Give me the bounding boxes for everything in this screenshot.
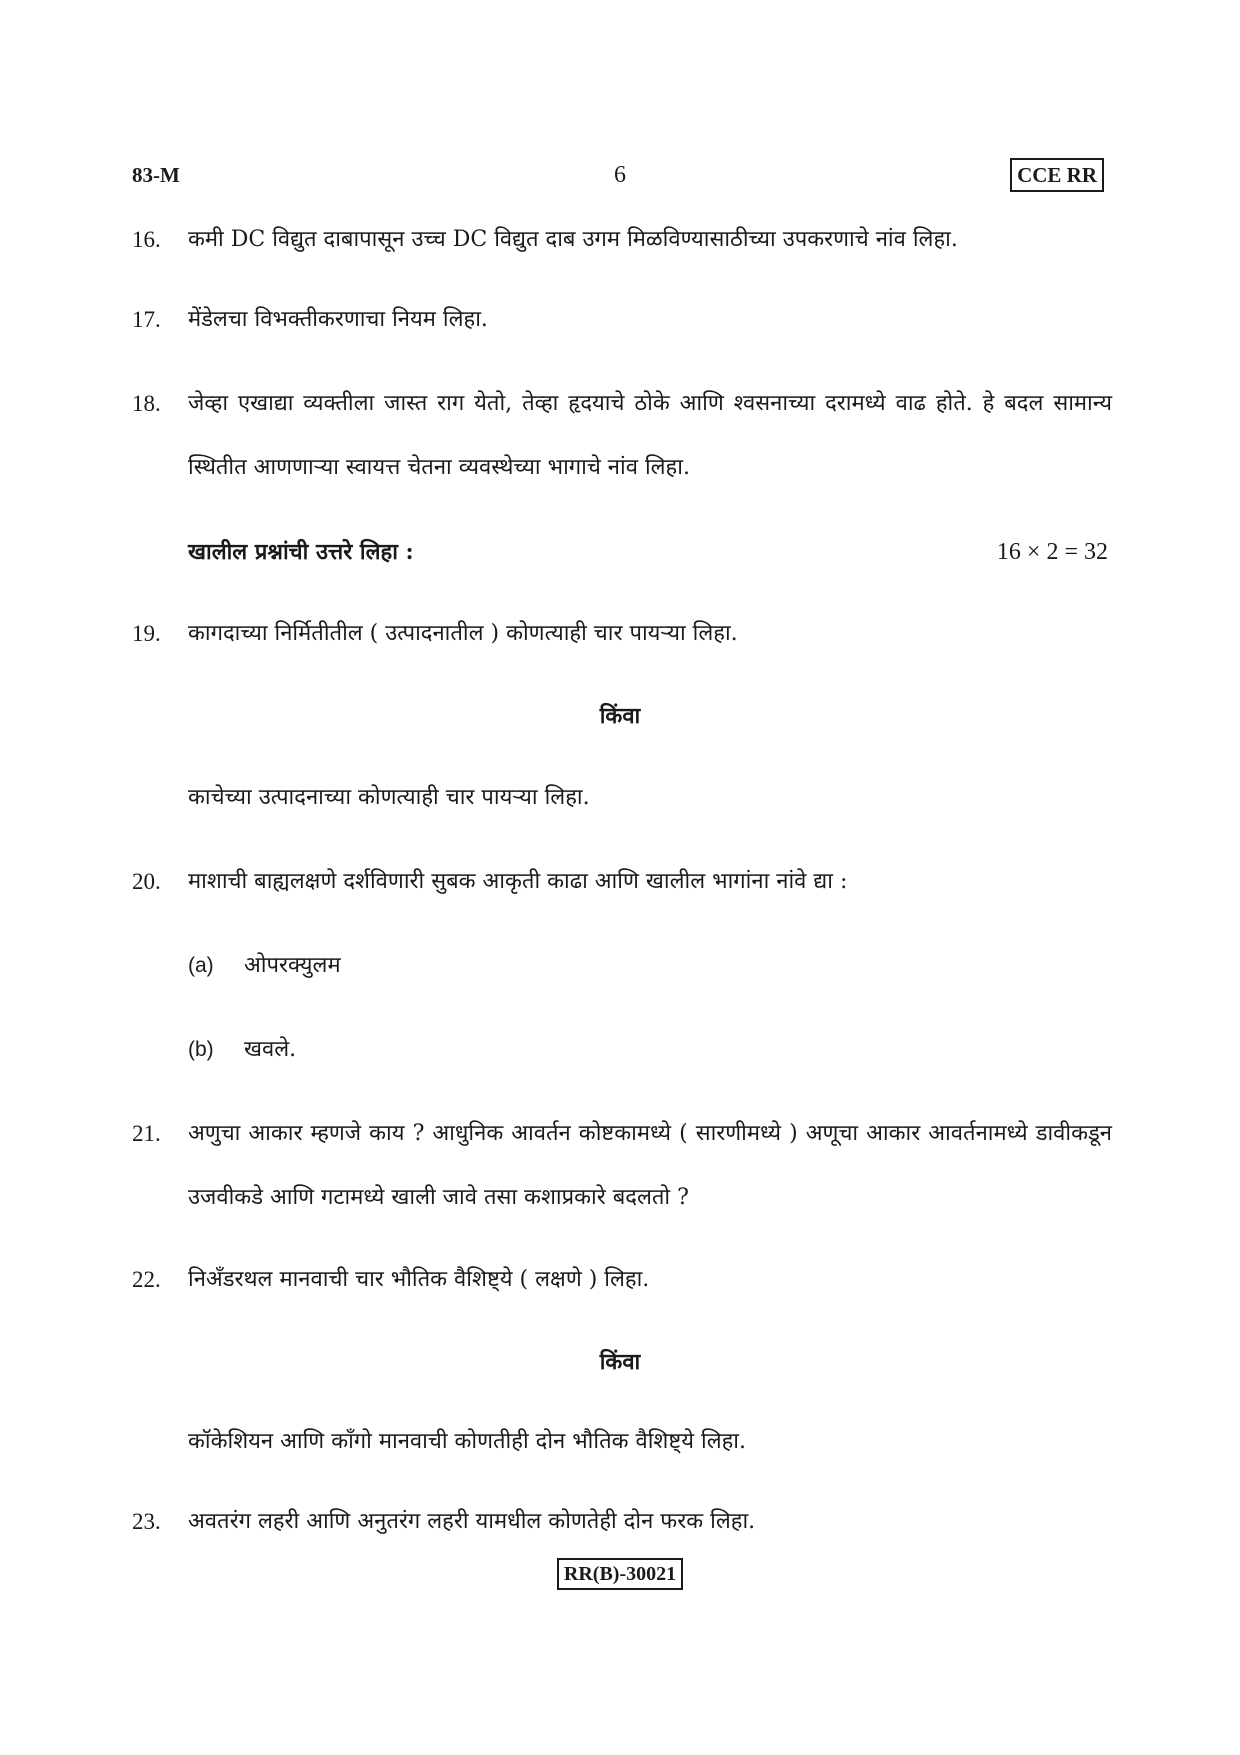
question-number: 17. [132, 307, 161, 332]
option-text: ओपरक्युलम [244, 953, 341, 978]
question-19 [132, 616, 1112, 656]
section-heading: खालील प्रश्नांची उत्तरे लिहा : [188, 539, 414, 565]
or-divider: किंवा [599, 703, 641, 729]
question-text: माशाची बाह्यलक्षणे दर्शविणारी सुबक आकृती काढा आणि खालील भागांना नांवे द्या : [188, 869, 848, 894]
question-20 [132, 864, 1112, 904]
question-number: 21. [132, 1121, 161, 1146]
question-number: 22. [132, 1267, 161, 1292]
question-text: अणुचा आकार म्हणजे काय ? आधुनिक आवर्तन कोष्टकामध्ये ( सारणीमध्ये ) अणूचा आकार आवर्तनामध्ये डावीकडून उजवीकडे आणि गटामध्ये खाली जावे तसा कशाप्रकारे बदलतो ? [188, 1121, 1112, 1210]
question-number: 20. [132, 869, 161, 894]
question-20-option-a [188, 948, 341, 984]
or-divider: किंवा [599, 1349, 641, 1375]
footer-code: RR(B)-30021 [557, 1558, 683, 1590]
question-text: कागदाच्या निर्मितीतील ( उत्पादनातील ) कोणत्याही चार पायऱ्या लिहा. [188, 621, 738, 646]
option-label: (a) [188, 954, 214, 977]
option-text: खवले. [244, 1037, 297, 1062]
question-17 [132, 302, 1112, 342]
question-23 [132, 1504, 1112, 1544]
question-text: मेंडेलचा विभक्तीकरणाचा नियम लिहा. [188, 307, 488, 332]
question-22 [132, 1262, 1112, 1302]
question-text: जेव्हा एखाद्या व्यक्तीला जास्त राग येतो, तेव्हा हृदयाचे ठोके आणि श्वसनाच्या दरामध्ये वाढ होते. हे बदल सामान्य स्थितीत आणणाऱ्या स्वायत्त चेतना व्यवस्थेच्या भागाचे नांव लिहा. [188, 391, 1112, 480]
paper-code: 83-M [132, 163, 180, 187]
question-22-alternative: कॉकेशियन आणि काँगो मानवाची कोणतीही दोन भौतिक वैशिष्ट्ये लिहा. [188, 1429, 746, 1454]
cce-badge: CCE RR [1010, 158, 1104, 192]
question-21 [132, 1116, 1112, 1216]
question-16 [132, 222, 1112, 262]
question-18 [132, 386, 1112, 486]
question-number: 16. [132, 227, 161, 252]
section-marks: 16 × 2 = 32 [996, 539, 1108, 565]
question-20-option-b [188, 1032, 296, 1068]
question-19-alternative: काचेच्या उत्पादनाच्या कोणत्याही चार पायऱ्या लिहा. [188, 785, 590, 810]
footer [0, 1558, 1240, 1590]
question-text: अवतरंग लहरी आणि अनुतरंग लहरी यामधील कोणतेही दोन फरक लिहा. [188, 1509, 756, 1534]
page-number: 6 [614, 162, 626, 188]
question-number: 23. [132, 1509, 161, 1534]
option-label: (b) [188, 1038, 214, 1061]
question-number: 18. [132, 391, 161, 416]
question-text: निॲंडरथल मानवाची चार भौतिक वैशिष्ट्ये ( लक्षणे ) लिहा. [188, 1267, 650, 1292]
question-text: कमी DC विद्युत दाबापासून उच्च DC विद्युत दाब उगम मिळविण्यासाठीच्या उपकरणाचे नांव लिहा. [188, 227, 958, 252]
question-number: 19. [132, 621, 161, 646]
